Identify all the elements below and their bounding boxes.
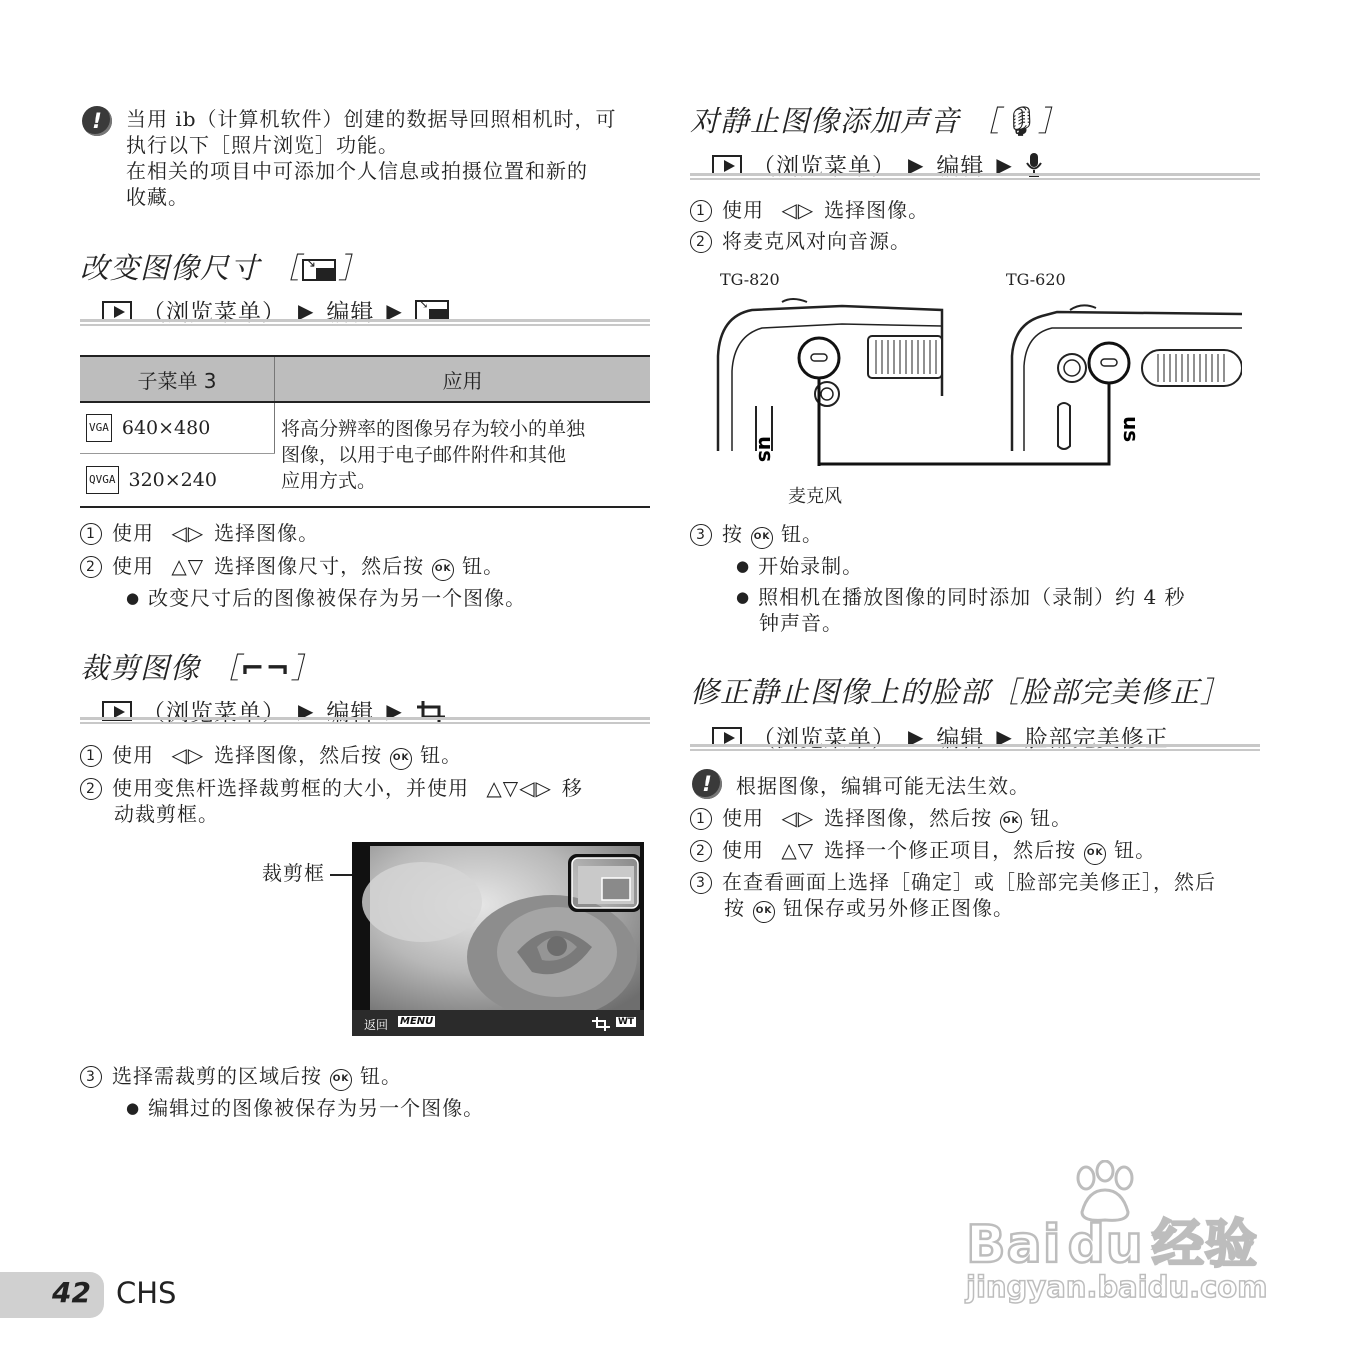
resize-menu-path: （浏览菜单） ▶ 编辑 ▶ ↘ bbox=[102, 294, 449, 327]
camera-microphone-diagram bbox=[712, 296, 1242, 466]
svg-text:us: us bbox=[754, 436, 778, 463]
ok-button-icon: OK bbox=[432, 559, 454, 581]
resize-table bbox=[80, 355, 650, 508]
resize-bullet: ● 改变尺寸后的图像被保存为另一个图像。 bbox=[126, 585, 526, 611]
watermark-brand: Bai du 经验 bbox=[966, 1215, 1258, 1275]
table-row: QVGA 320×240 bbox=[80, 454, 650, 508]
back-label: 返回 bbox=[364, 1018, 389, 1032]
resize-step-1: 1 使用 ◁▷ 选择图像。 bbox=[80, 520, 319, 546]
playback-icon bbox=[712, 155, 742, 175]
face-step-1: 1 使用 ◁▷ 选择图像，然后按 OK 钮。 bbox=[690, 805, 1072, 833]
model-label-tg820: TG-820 bbox=[720, 270, 780, 289]
note-text: 当用 ib（计算机软件）创建的数据导回照相机时，可 执行以下［照片浏览］功能。 在相关的项目中可添加个人信息或拍摄位置和新的 收藏。 bbox=[126, 107, 617, 209]
left-right-arrows-icon: ◁▷ bbox=[171, 521, 205, 545]
table-header: 子菜单 3 bbox=[80, 356, 275, 402]
section-rule bbox=[80, 319, 650, 326]
ok-button-icon: OK bbox=[330, 1069, 352, 1091]
left-right-arrows-icon: ◁▷ bbox=[781, 198, 815, 222]
ok-button-icon: OK bbox=[1000, 811, 1022, 833]
crop-icon: ⌐¬ bbox=[240, 651, 291, 685]
microphone-icon: 🎙 bbox=[1000, 104, 1039, 138]
qvga-icon: QVGA bbox=[86, 466, 119, 494]
face-step-3: 3 在查看画面上选择［确定］或［脸部完美修正］，然后 按 OK 钮保存或另外修正图像。 bbox=[690, 869, 1216, 923]
sound-bullet-2: ● 照相机在播放图像的同时添加（录制）约 4 秒 bbox=[736, 584, 1186, 610]
face-section-title: 修正静止图像上的脸部［脸部完美修正］ bbox=[690, 675, 1231, 709]
face-menu-path: （浏览菜单） ▶ 编辑 ▶ 脸部完美修正 bbox=[712, 720, 1169, 753]
crop-step-2: 2 使用变焦杆选择裁剪框的大小，并使用 △▽◁▷ 移 动裁剪框。 bbox=[80, 775, 583, 827]
ok-button-icon: OK bbox=[390, 748, 412, 770]
direction-arrows-icon: △▽◁▷ bbox=[486, 776, 552, 800]
model-label-tg620: TG-620 bbox=[1006, 270, 1066, 289]
crop-frame-label: 裁剪框 bbox=[262, 861, 325, 885]
resize-icon bbox=[302, 259, 336, 281]
section-rule bbox=[80, 717, 650, 724]
resize-step-2: 2 使用 △▽ 选择图像尺寸，然后按 OK 钮。 bbox=[80, 553, 504, 581]
zoom-wt-icon: WT bbox=[618, 1017, 635, 1027]
section-rule bbox=[690, 744, 1260, 751]
baidu-jingyan-watermark bbox=[966, 1160, 1286, 1310]
ok-button-icon: OK bbox=[1084, 843, 1106, 865]
crop-preview-screen bbox=[352, 842, 644, 1036]
table-row: VGA 640×480 将高分辨率的图像另存为较小的单独 图像，以用于电子邮件附件和其他 应用方式。 bbox=[80, 402, 650, 454]
section-rule bbox=[690, 173, 1260, 180]
up-down-arrows-icon: △▽ bbox=[781, 838, 815, 862]
warning-icon: ! bbox=[692, 769, 722, 799]
page-number: 42 bbox=[52, 1276, 91, 1309]
microphone-label: 麦克风 bbox=[788, 486, 842, 507]
menu-button-icon: MENU bbox=[400, 1016, 434, 1027]
sound-bullet-2-cont: 钟声音。 bbox=[759, 611, 843, 635]
watermark-url: jingyan.baidu.com bbox=[966, 1270, 1268, 1304]
playback-icon bbox=[102, 301, 132, 321]
svg-text:us: us bbox=[1119, 416, 1143, 443]
ok-button-icon: OK bbox=[753, 901, 775, 923]
ok-button-icon: OK bbox=[751, 527, 773, 549]
crop-icon bbox=[592, 1017, 610, 1031]
sound-menu-path: （浏览菜单） ▶ 编辑 ▶ bbox=[712, 148, 1043, 181]
sound-bullet-1: ● 开始录制。 bbox=[736, 553, 863, 579]
resize-section-title: 改变图像尺寸 ［↘ ］ bbox=[80, 246, 368, 287]
crop-step-1: 1 使用 ◁▷ 选择图像，然后按 OK 钮。 bbox=[80, 742, 462, 770]
table-header: 应用 bbox=[275, 356, 651, 402]
up-down-arrows-icon: △▽ bbox=[171, 554, 205, 578]
crop-step-3: 3 选择需裁剪的区域后按 OK 钮。 bbox=[80, 1063, 402, 1091]
face-step-2: 2 使用 △▽ 选择一个修正项目，然后按 OK 钮。 bbox=[690, 837, 1156, 865]
face-note: 根据图像，编辑可能无法生效。 bbox=[736, 774, 1030, 798]
sound-step-2: 2 将麦克风对向音源。 bbox=[690, 228, 911, 254]
language-code: CHS bbox=[116, 1276, 177, 1310]
crop-menu-path: （浏览菜单） ▶ 编辑 ▶ bbox=[102, 694, 447, 727]
crop-bullet: ● 编辑过的图像被保存为另一个图像。 bbox=[126, 1095, 484, 1121]
left-right-arrows-icon: ◁▷ bbox=[781, 806, 815, 830]
crop-section-title: 裁剪图像 ［⌐¬］ bbox=[80, 651, 321, 685]
left-right-arrows-icon: ◁▷ bbox=[171, 743, 205, 767]
sound-step-1: 1 使用 ◁▷ 选择图像。 bbox=[690, 197, 929, 223]
vga-icon: VGA bbox=[86, 414, 112, 442]
sound-section-title: 对静止图像添加声音 ［🎙］ bbox=[690, 104, 1069, 138]
sound-step-3: 3 按 OK 钮。 bbox=[690, 521, 823, 549]
warning-icon: ! bbox=[82, 106, 112, 136]
